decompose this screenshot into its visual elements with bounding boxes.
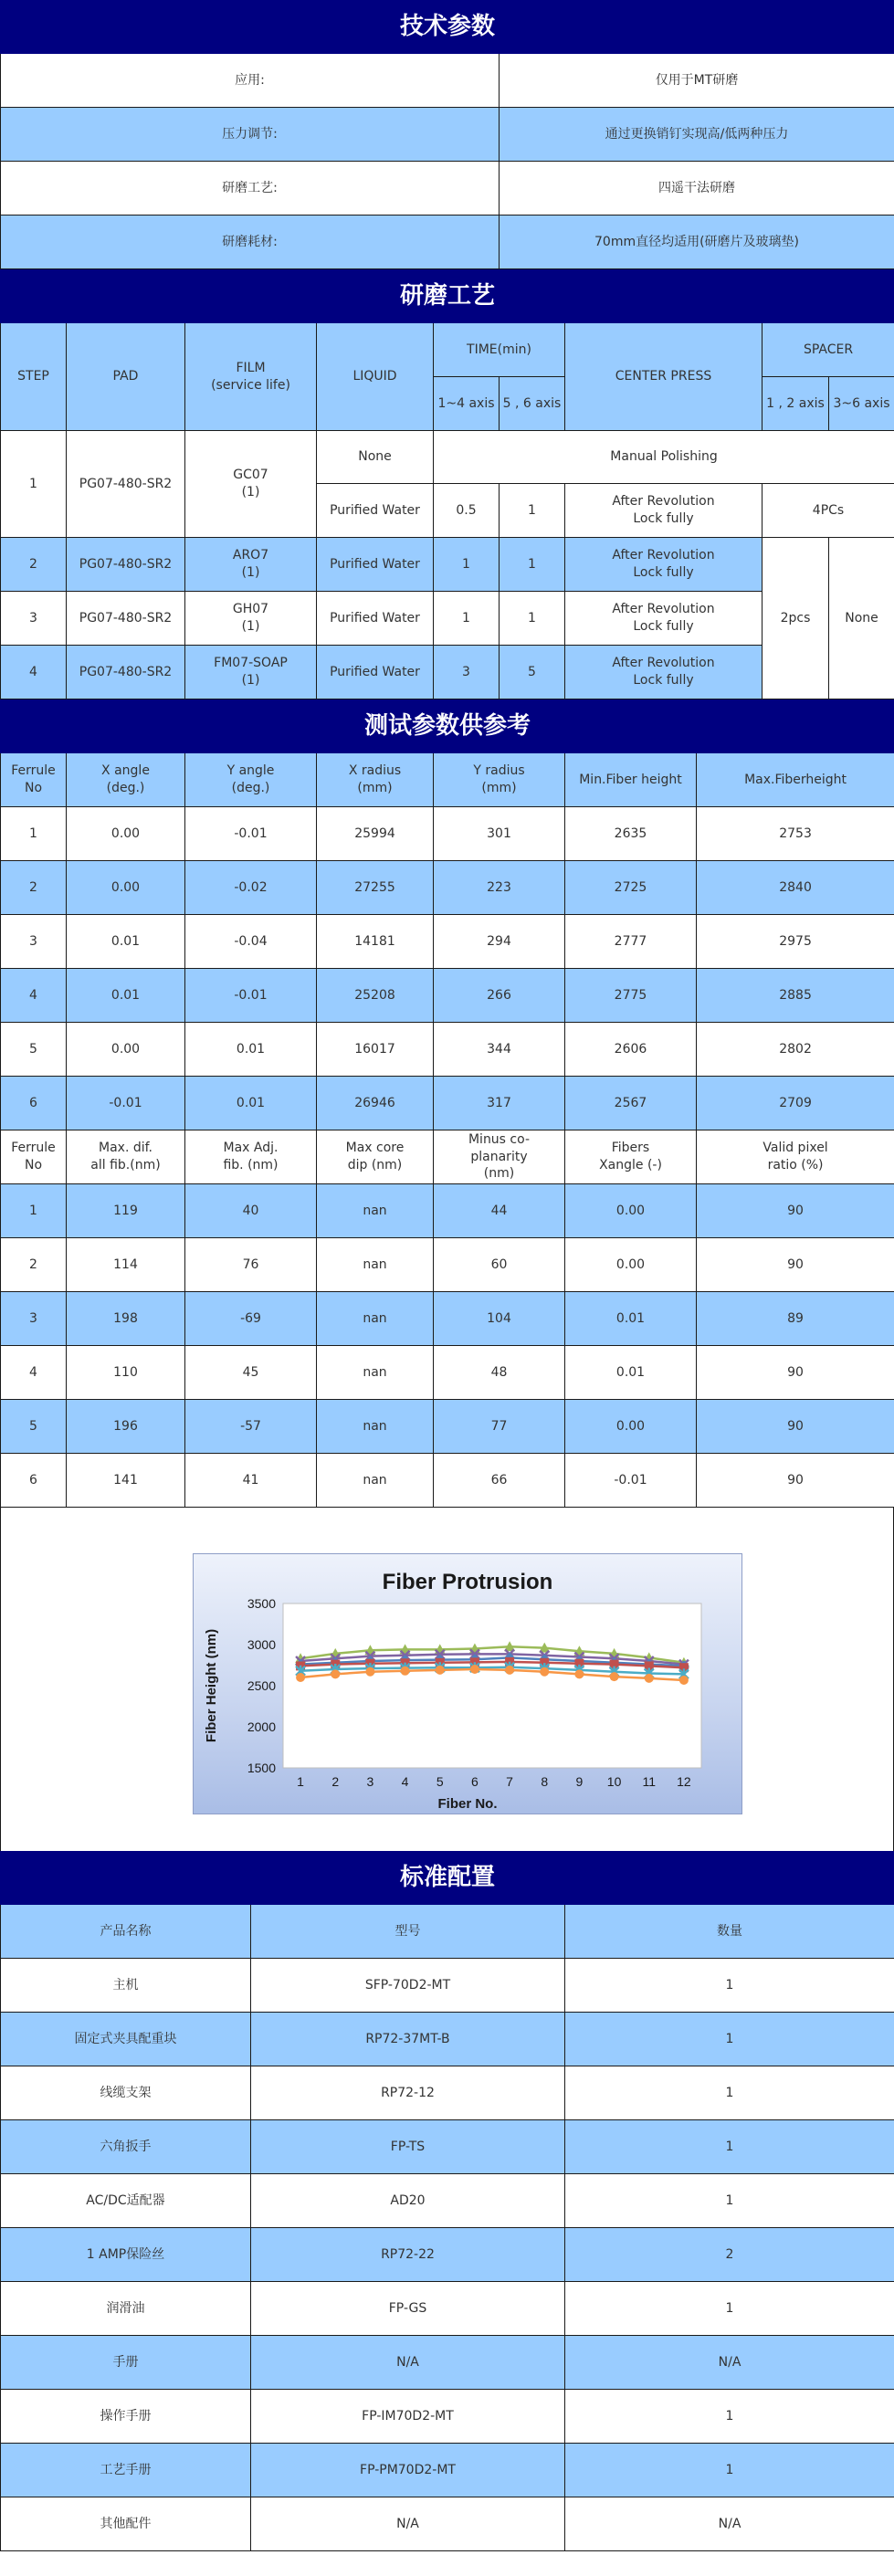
pad-cell: PG07-480-SR2 [67, 592, 185, 646]
table-cell: 2975 [697, 915, 894, 969]
table-cell: -69 [185, 1292, 317, 1346]
spacer-cell: 2pcs [763, 538, 829, 699]
step-cell: 4 [1, 646, 67, 699]
col-ferrule: Ferrule No [1, 753, 67, 807]
table-row [1, 2497, 894, 2551]
table-row [1, 2120, 894, 2174]
table-cell: 2840 [697, 861, 894, 915]
col-pad: PAD [67, 323, 185, 431]
table-cell: 196 [67, 1400, 185, 1454]
x-tick-label: 12 [677, 1774, 691, 1789]
table-row [1, 1959, 894, 2013]
table-cell: 主机 [1, 1959, 251, 2013]
table-cell: N/A [565, 2336, 894, 2390]
test-header-row [1, 1130, 894, 1184]
step-cell: 3 [1, 592, 67, 646]
time-cell: 0.5 [434, 484, 500, 538]
table-cell: 2 [565, 2228, 894, 2282]
table-cell: 25208 [317, 969, 434, 1023]
table-cell: RP72-37MT-B [251, 2013, 565, 2066]
time-cell: 1 [500, 484, 565, 538]
data-point [365, 1667, 374, 1677]
table-cell: FP-GS [251, 2282, 565, 2336]
table-cell: 0.01 [185, 1077, 317, 1130]
spec-row [1, 216, 894, 269]
table-cell: RP72-12 [251, 2066, 565, 2120]
table-cell: 2775 [565, 969, 697, 1023]
table-cell: 0.00 [565, 1400, 697, 1454]
table-cell: 77 [434, 1400, 565, 1454]
col-film: FILM (service life) [185, 323, 317, 431]
table-cell: 76 [185, 1238, 317, 1292]
table-row [1, 915, 894, 969]
config-table [0, 1851, 894, 2551]
table-cell: 1 [565, 2066, 894, 2120]
table-cell: 1 [565, 2013, 894, 2066]
table-cell: 266 [434, 969, 565, 1023]
spec-value: 通过更换销钉实现高/低两种压力 [500, 108, 894, 162]
table-cell: -0.01 [565, 1454, 697, 1508]
x-tick-label: 3 [366, 1774, 374, 1789]
table-cell: -0.04 [185, 915, 317, 969]
y-tick-label: 2000 [247, 1719, 276, 1734]
table-cell: 1 [565, 2390, 894, 2444]
table-cell: 0.01 [67, 969, 185, 1023]
pad-cell: PG07-480-SR2 [67, 431, 185, 538]
table-cell: 2709 [697, 1077, 894, 1130]
data-point [436, 1666, 445, 1675]
table-cell: 89 [697, 1292, 894, 1346]
time-cell: 1 [500, 592, 565, 646]
press-cell: After Revolution Lock fully [565, 646, 763, 699]
table-cell: 2885 [697, 969, 894, 1023]
table-cell: 26946 [317, 1077, 434, 1130]
spec-value: 70mm直径均适用(研磨片及玻璃垫) [500, 216, 894, 269]
table-row [1, 1400, 894, 1454]
time-cell: 5 [500, 646, 565, 699]
data-point [296, 1673, 305, 1682]
step-cell: 2 [1, 538, 67, 592]
table-cell: 141 [67, 1454, 185, 1508]
table-cell: 六角扳手 [1, 2120, 251, 2174]
table-cell: AD20 [251, 2174, 565, 2228]
table-cell: -0.02 [185, 861, 317, 915]
table-cell: 27255 [317, 861, 434, 915]
table-cell: 1 [565, 1959, 894, 2013]
table-cell: 16017 [317, 1023, 434, 1077]
col-fibers-xangle: Fibers Xangle (-) [565, 1130, 697, 1184]
table-cell: 线缆支架 [1, 2066, 251, 2120]
x-tick-label: 11 [642, 1774, 657, 1789]
col-max-height: Max.Fiberheight [697, 753, 894, 807]
table-cell: 0.00 [565, 1184, 697, 1238]
table-row [1, 2066, 894, 2120]
col-center-press: CENTER PRESS [565, 323, 763, 431]
table-cell: -0.01 [185, 969, 317, 1023]
table-cell: 2725 [565, 861, 697, 915]
table-row [1, 1238, 894, 1292]
x-axis-label: Fiber No. [437, 1796, 498, 1812]
table-cell: 90 [697, 1184, 894, 1238]
table-cell: 344 [434, 1023, 565, 1077]
table-cell: 6 [1, 1077, 67, 1130]
table-row [1, 807, 894, 861]
pad-cell: PG07-480-SR2 [67, 646, 185, 699]
table-row [1, 969, 894, 1023]
col-max-core-dip: Max core dip (nm) [317, 1130, 434, 1184]
table-row [1, 2444, 894, 2497]
test-rows-2 [1, 1184, 894, 1508]
table-cell: 0.01 [565, 1346, 697, 1400]
table-cell: 2777 [565, 915, 697, 969]
table-cell: 1 [565, 2282, 894, 2336]
table-cell: 90 [697, 1238, 894, 1292]
table-cell: 2635 [565, 807, 697, 861]
x-tick-label: 10 [606, 1774, 622, 1789]
table-cell: 0.01 [185, 1023, 317, 1077]
table-cell: N/A [251, 2336, 565, 2390]
y-axis-label: Fiber Height (nm) [204, 1628, 219, 1743]
col-valid-pixel: Valid pixel ratio (%) [697, 1130, 894, 1184]
col-product-name: 产品名称 [1, 1905, 251, 1959]
liquid-cell: Purified Water [317, 646, 434, 699]
table-cell: 110 [67, 1346, 185, 1400]
table-row [1, 2390, 894, 2444]
table-cell: 0.00 [67, 861, 185, 915]
table-cell: 66 [434, 1454, 565, 1508]
table-cell: 90 [697, 1454, 894, 1508]
table-cell: -0.01 [185, 807, 317, 861]
table-cell: 0.00 [67, 807, 185, 861]
spec-label: 研磨工艺: [1, 162, 500, 216]
table-cell: 90 [697, 1346, 894, 1400]
spec-label: 应用: [1, 54, 500, 108]
table-cell: nan [317, 1238, 434, 1292]
x-tick-label: 5 [436, 1774, 444, 1789]
press-cell: After Revolution Lock fully [565, 592, 763, 646]
data-point [505, 1666, 514, 1675]
spec-label: 研磨耗材: [1, 216, 500, 269]
table-cell: 4 [1, 969, 67, 1023]
process-row [1, 646, 894, 699]
col-step: STEP [1, 323, 67, 431]
data-point [401, 1667, 410, 1676]
table-cell: 48 [434, 1346, 565, 1400]
col-y-angle: Y angle (deg.) [185, 753, 317, 807]
spec-row [1, 54, 894, 108]
manual-polishing-cell: Manual Polishing [434, 431, 894, 484]
col-spacer-3-6: 3~6 axis [829, 377, 894, 431]
table-cell: 1 [1, 807, 67, 861]
table-cell: 25994 [317, 807, 434, 861]
table-row [1, 2013, 894, 2066]
data-point [470, 1665, 479, 1674]
x-tick-label: 7 [506, 1774, 513, 1789]
spec-value: 四遥干法研磨 [500, 162, 894, 216]
pad-cell: PG07-480-SR2 [67, 538, 185, 592]
table-cell: N/A [251, 2497, 565, 2551]
table-cell: nan [317, 1184, 434, 1238]
process-row [1, 431, 894, 484]
table-cell: 0.01 [565, 1292, 697, 1346]
col-spacer-1-2: 1 , 2 axis [763, 377, 829, 431]
col-x-radius: X radius (mm) [317, 753, 434, 807]
table-cell: 工艺手册 [1, 2444, 251, 2497]
chart-area [0, 1508, 894, 1851]
table-cell: 198 [67, 1292, 185, 1346]
table-cell: FP-IM70D2-MT [251, 2390, 565, 2444]
table-cell: 2 [1, 1238, 67, 1292]
table-cell: 2567 [565, 1077, 697, 1130]
x-tick-label: 1 [297, 1774, 304, 1789]
col-quantity: 数量 [565, 1905, 894, 1959]
col-time: TIME(min) [434, 323, 565, 377]
chart-title: Fiber Protrusion [382, 1570, 553, 1594]
data-point [679, 1676, 689, 1685]
table-cell: 119 [67, 1184, 185, 1238]
y-tick-label: 3000 [247, 1637, 276, 1652]
data-point [645, 1674, 654, 1683]
col-ferrule: Ferrule No [1, 1130, 67, 1184]
col-time-5-6: 5 , 6 axis [500, 377, 565, 431]
spec-table [0, 0, 894, 269]
col-min-height: Min.Fiber height [565, 753, 697, 807]
config-header-row [1, 1905, 894, 1959]
table-cell: 2606 [565, 1023, 697, 1077]
x-tick-label: 2 [331, 1774, 340, 1789]
table-cell: RP72-22 [251, 2228, 565, 2282]
liquid-cell: None [317, 431, 434, 484]
process-title: 研磨工艺 [1, 270, 894, 323]
table-cell: 90 [697, 1400, 894, 1454]
x-tick-label: 4 [401, 1774, 409, 1789]
spacer-cell: 4PCs [763, 484, 894, 538]
table-row [1, 1454, 894, 1508]
test-header-row [1, 753, 894, 807]
col-max-adj: Max Adj. fib. (nm) [185, 1130, 317, 1184]
col-time-1-4: 1~4 axis [434, 377, 500, 431]
table-cell: 1 [565, 2120, 894, 2174]
data-point [574, 1669, 584, 1678]
config-rows [1, 1959, 894, 2551]
table-cell: 114 [67, 1238, 185, 1292]
y-tick-label: 1500 [247, 1761, 276, 1775]
data-point [610, 1672, 619, 1681]
table-cell: 0.00 [67, 1023, 185, 1077]
table-row [1, 2228, 894, 2282]
table-row [1, 2174, 894, 2228]
test-table [0, 699, 894, 1508]
table-cell: 301 [434, 807, 565, 861]
table-row [1, 1077, 894, 1130]
fiber-protrusion-chart [193, 1553, 742, 1814]
table-cell: 104 [434, 1292, 565, 1346]
table-cell: 223 [434, 861, 565, 915]
table-cell: nan [317, 1292, 434, 1346]
table-cell: 固定式夹具配重块 [1, 2013, 251, 2066]
table-row [1, 1346, 894, 1400]
col-model: 型号 [251, 1905, 565, 1959]
table-cell: 润滑油 [1, 2282, 251, 2336]
table-cell: 手册 [1, 2336, 251, 2390]
table-cell: 40 [185, 1184, 317, 1238]
liquid-cell: Purified Water [317, 484, 434, 538]
col-y-radius: Y radius (mm) [434, 753, 565, 807]
table-cell: 0.01 [67, 915, 185, 969]
time-cell: 1 [500, 538, 565, 592]
col-spacer: SPACER [763, 323, 894, 377]
film-cell: GH07 (1) [185, 592, 317, 646]
col-x-angle: X angle (deg.) [67, 753, 185, 807]
table-row [1, 1292, 894, 1346]
x-tick-label: 9 [575, 1774, 584, 1789]
table-cell: 1 [565, 2174, 894, 2228]
table-cell: 2753 [697, 807, 894, 861]
process-row [1, 538, 894, 592]
spec-row [1, 108, 894, 162]
step-cell: 1 [1, 431, 67, 538]
table-cell: 3 [1, 915, 67, 969]
table-cell: 1 [1, 1184, 67, 1238]
time-cell: 1 [434, 538, 500, 592]
col-liquid: LIQUID [317, 323, 434, 431]
table-row [1, 2282, 894, 2336]
y-tick-label: 2500 [247, 1678, 276, 1693]
table-cell: 41 [185, 1454, 317, 1508]
table-cell: 317 [434, 1077, 565, 1130]
spec-value: 仅用于MT研磨 [500, 54, 894, 108]
table-cell: 5 [1, 1400, 67, 1454]
plot-area [283, 1603, 701, 1768]
table-row [1, 861, 894, 915]
table-cell: FP-PM70D2-MT [251, 2444, 565, 2497]
press-cell: After Revolution Lock fully [565, 484, 763, 538]
table-cell: 2 [1, 861, 67, 915]
table-cell: -57 [185, 1400, 317, 1454]
film-cell: FM07-SOAP (1) [185, 646, 317, 699]
x-tick-label: 8 [541, 1774, 549, 1789]
time-cell: 1 [434, 592, 500, 646]
spec-label: 压力调节: [1, 108, 500, 162]
table-cell: 14181 [317, 915, 434, 969]
config-title: 标准配置 [1, 1852, 894, 1905]
table-cell: 0.00 [565, 1238, 697, 1292]
table-cell: N/A [565, 2497, 894, 2551]
table-cell: 60 [434, 1238, 565, 1292]
col-coplanarity: Minus co- planarity (nm) [434, 1130, 565, 1184]
process-row [1, 592, 894, 646]
table-cell: nan [317, 1400, 434, 1454]
x-tick-label: 6 [471, 1774, 479, 1789]
table-cell: 5 [1, 1023, 67, 1077]
table-cell: 1 [565, 2444, 894, 2497]
table-cell: nan [317, 1346, 434, 1400]
spacer-cell: None [829, 538, 894, 699]
liquid-cell: Purified Water [317, 538, 434, 592]
time-cell: 3 [434, 646, 500, 699]
table-cell: 4 [1, 1346, 67, 1400]
test-rows-1 [1, 807, 894, 1130]
y-tick-label: 3500 [247, 1596, 276, 1611]
table-cell: 45 [185, 1346, 317, 1400]
table-cell: -0.01 [67, 1077, 185, 1130]
table-row [1, 2336, 894, 2390]
table-cell: 6 [1, 1454, 67, 1508]
liquid-cell: Purified Water [317, 592, 434, 646]
spec-title: 技术参数 [1, 1, 894, 54]
press-cell: After Revolution Lock fully [565, 538, 763, 592]
table-cell: AC/DC适配器 [1, 2174, 251, 2228]
table-row [1, 1023, 894, 1077]
table-cell: nan [317, 1454, 434, 1508]
table-cell: 操作手册 [1, 2390, 251, 2444]
spec-row [1, 162, 894, 216]
process-table [0, 269, 894, 699]
table-row [1, 1184, 894, 1238]
chart-svg [194, 1554, 741, 1814]
table-cell: 其他配件 [1, 2497, 251, 2551]
table-cell: 44 [434, 1184, 565, 1238]
table-cell: 1 AMP保险丝 [1, 2228, 251, 2282]
test-title: 测试参数供参考 [1, 700, 894, 753]
col-max-dif: Max. dif. all fib.(nm) [67, 1130, 185, 1184]
film-cell: ARO7 (1) [185, 538, 317, 592]
table-cell: 294 [434, 915, 565, 969]
table-cell: SFP-70D2-MT [251, 1959, 565, 2013]
table-cell: 3 [1, 1292, 67, 1346]
table-cell: 2802 [697, 1023, 894, 1077]
table-cell: FP-TS [251, 2120, 565, 2174]
data-point [331, 1669, 340, 1678]
film-cell: GC07 (1) [185, 431, 317, 538]
data-point [540, 1667, 549, 1677]
